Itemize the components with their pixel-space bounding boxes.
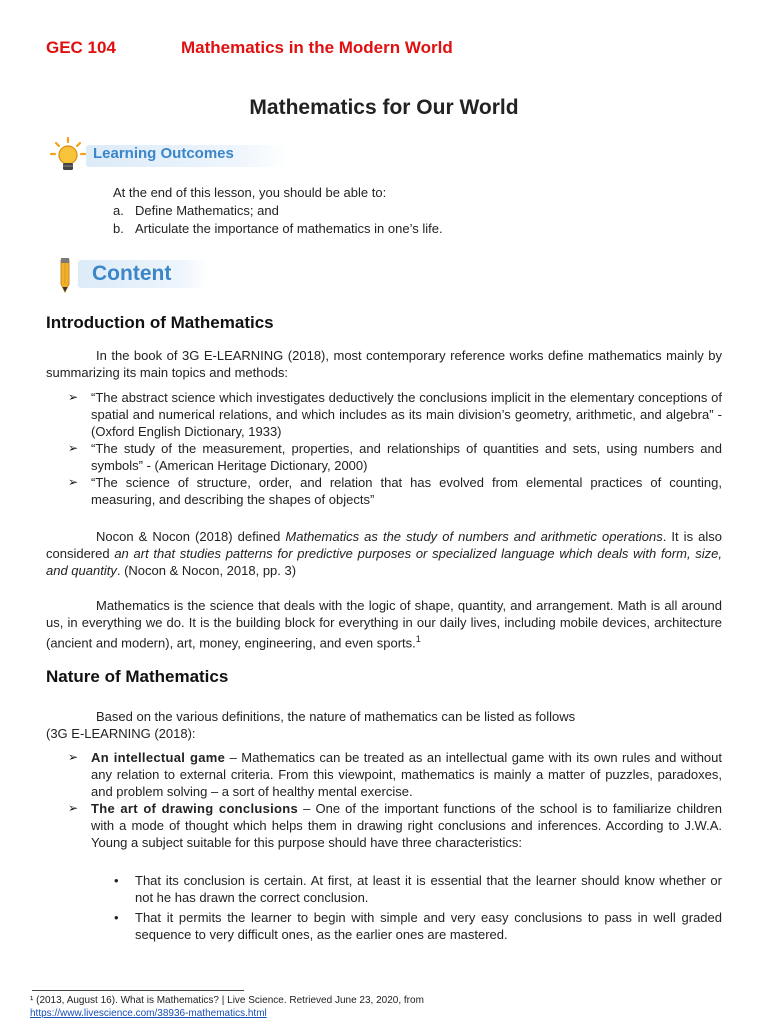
- characteristic-text: That it permits the learner to begin with simple and very easy conclusions to pass in well graded sequence to very difficult ones, as the earlier ones are mastered.: [135, 910, 722, 942]
- list-item: [68, 389, 722, 440]
- footnote-ref[interactable]: 1: [415, 634, 421, 644]
- nature-item-title: The art of drawing conclusions: [91, 801, 299, 816]
- nature-item-text: – One of the important functions of the school is to familiarize children with a mode of thought which helps them in drawing right conclusions and inferences. According to J.W.A. Young a subject suitable for this purpose should have three characteristics:: [91, 801, 722, 850]
- footnote: [30, 994, 424, 1020]
- bullet-dot-icon: •: [114, 873, 119, 888]
- nature-intro-paragraph: [46, 708, 722, 742]
- definition-text: “The study of the measurement, properties, and relationships of quantities and sets, using numbers and symbols” - (American Heritage Dictionary, 2000): [91, 441, 722, 473]
- arrow-bullet-icon: ➢: [68, 475, 79, 489]
- page-title: Mathematics for Our World: [249, 96, 519, 119]
- definition-text: “The science of structure, order, and relation that has evolved from elemental practices of counting, measuring, and describing the shapes of objects”: [91, 475, 722, 507]
- learning-outcomes-intro: At the end of this lesson, you should be able to:: [113, 185, 387, 200]
- nature-item-text: – Mathematics can be treated as an intellectual game with its own rules and without any relation to external criteria. From this viewpoint, mathematics is mainly a matter of puzzles, paradoxes, and problem solving – a sort of healthy mental exercise.: [91, 750, 722, 799]
- nocon-paragraph: [46, 528, 722, 579]
- course-title: Mathematics in the Modern World: [181, 38, 453, 57]
- nocon-art-definition: an art that studies patterns for predictive purposes or specialized language which deals with form, size, and quantity: [46, 546, 722, 578]
- definition-text: “The abstract science which investigates deductively the conclusions implicit in the elementary conceptions of spatial and numerical relations, and which includes as its main division’s geometry, arithmetic, and algebra” - (Oxford English Dictionary, 1933): [91, 390, 722, 439]
- characteristics-list: [111, 872, 722, 946]
- definitions-list: [68, 389, 722, 508]
- list-item: [68, 474, 722, 508]
- learning-outcome-text: Define Mathematics; and: [135, 203, 279, 218]
- list-item: [111, 909, 722, 943]
- footnote-text: ¹ (2013, August 16). What is Mathematics? | Live Science. Retrieved June 23, 2020, from: [30, 995, 424, 1006]
- lightbulb-icon: [51, 138, 85, 170]
- arrow-bullet-icon: ➢: [68, 441, 79, 455]
- footnote-link[interactable]: https://www.livescience.com/38936-mathematics.html: [30, 1008, 267, 1019]
- arrow-bullet-icon: ➢: [68, 750, 79, 764]
- arrow-bullet-icon: ➢: [68, 801, 79, 815]
- list-item: [68, 800, 722, 851]
- arrow-bullet-icon: ➢: [68, 390, 79, 404]
- learning-outcome-text: Articulate the importance of mathematics in one’s life.: [135, 221, 443, 236]
- nocon-text: Nocon & Nocon (2018) defined: [96, 529, 286, 544]
- pencil-icon: [61, 258, 69, 292]
- nocon-text: . It is also considered: [46, 529, 722, 561]
- intro-paragraph: [46, 347, 722, 381]
- nocon-definition: Mathematics as the study of numbers and arithmetic operations: [285, 529, 663, 544]
- list-item: [111, 872, 722, 906]
- characteristic-text: That its conclusion is certain. At first, at least it is essential that the learner should know whether or not he has drawn the correct conclusion.: [135, 873, 722, 905]
- list-item: [68, 440, 722, 474]
- section-heading-introduction: Introduction of Mathematics: [46, 313, 274, 332]
- nature-item-title: An intellectual game: [91, 750, 226, 765]
- intro-paragraph-text: In the book of 3G E-LEARNING (2018), most contemporary reference works define mathematics mainly by summarizing its main topics and methods:: [46, 348, 722, 380]
- footnote-divider: [32, 990, 244, 991]
- bullet-dot-icon: •: [114, 910, 119, 925]
- science-paragraph-text: Mathematics is the science that deals with the logic of shape, quantity, and arrangement. Math is all around us, in everything we do. It is the building block for everything in our daily lives, including mobile devices, architecture (ancient and modern), art, money, engineering, and even sports.: [46, 598, 722, 651]
- list-marker: a.: [113, 203, 124, 218]
- learning-outcomes-label: Learning Outcomes: [93, 145, 234, 162]
- nature-list: [68, 749, 722, 851]
- course-code: GEC 104: [46, 38, 116, 57]
- list-marker: b.: [113, 221, 124, 236]
- learning-outcome-item: [113, 202, 713, 219]
- learning-outcome-item: [113, 220, 713, 237]
- section-heading-nature: Nature of Mathematics: [46, 667, 229, 686]
- nature-intro-text: Based on the various definitions, the nature of mathematics can be listed as follows: [96, 709, 576, 724]
- content-label: Content: [92, 262, 172, 285]
- nocon-citation: . (Nocon & Nocon, 2018, pp. 3): [116, 563, 297, 578]
- list-item: [68, 749, 722, 800]
- nature-intro-citation: (3G E-LEARNING (2018):: [46, 726, 196, 741]
- science-paragraph: [46, 597, 722, 651]
